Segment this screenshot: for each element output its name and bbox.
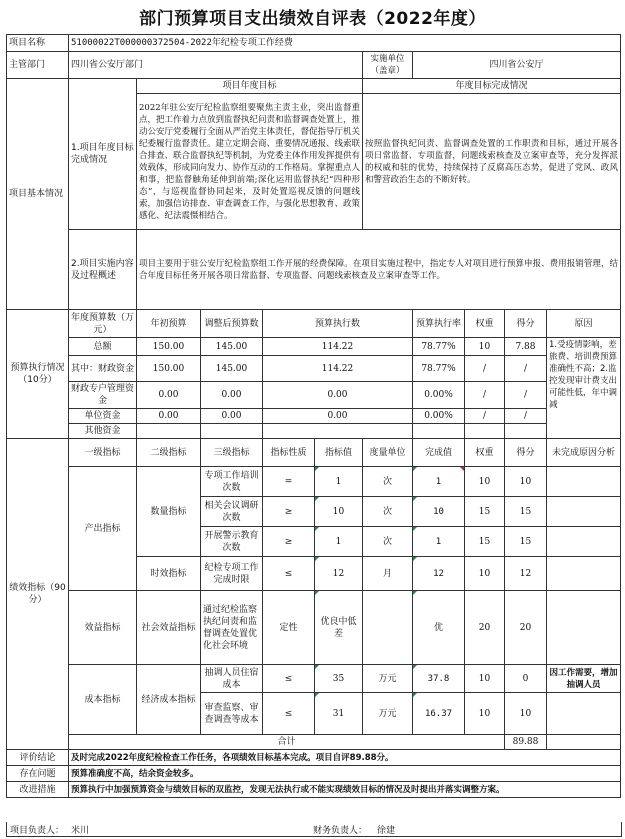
dept-label: 主管部门 [7, 52, 69, 79]
finance-lead-label: 财务负责人： [313, 826, 368, 836]
row1-completion: 按照监督执纪问责、监督调查处置的工作职责和目标，通过开展各项日常监督、专项监督，问题线索核查及立案审查等，充分发挥派的权威和驻的优势，持续保持了反腐高压态势，促进了党风、政风和警营政治生态的不断好转。 [363, 94, 621, 230]
perf-unit: 次 [363, 527, 413, 557]
budget-row [7, 356, 621, 382]
budget-initial: 0.00 [137, 409, 201, 424]
budget-header-initial: 年初预算 [137, 310, 201, 338]
budget-header-adjusted: 调整后预算数 [201, 310, 263, 338]
total-label: 合计 [69, 735, 505, 750]
budget-initial: 150.00 [137, 356, 201, 382]
perf-nature: ≤ [263, 557, 315, 591]
group-economic: 经济成本指标 [137, 665, 201, 735]
budget-score: / [505, 409, 547, 424]
budget-rate: 78.77% [413, 338, 465, 356]
perf-unit [363, 591, 413, 665]
perf-score: 0 [505, 665, 547, 693]
budget-row-label: 其他资金 [69, 424, 137, 439]
perf-value: 10 [315, 497, 363, 527]
perf-value: 1 [315, 527, 363, 557]
dept-value: 四川省公安厅部门 [69, 52, 363, 79]
perf-reason: 因工作需要，增加抽调人员 [547, 665, 621, 693]
budget-executed [263, 424, 413, 439]
measure-text: 预算执行中加强预算资金与绩效目标的双监控，发现无法执行或不能实现绩效目标的情况及时提出并落实调整方案。 [69, 782, 621, 798]
perf-level3: 抽调人员住宿成本 [201, 665, 263, 693]
page-title: 部门预算项目支出绩效自评表（2022年度） [139, 9, 486, 29]
perf-header-reason: 未完成原因分析 [547, 439, 621, 467]
perf-reason [547, 467, 621, 497]
budget-weight: / [465, 409, 505, 424]
budget-reason: 1.受疫情影响，差旅费、培训费预算准确性不高；2.监控发现审计费支出可能性低，年中调减 [547, 338, 621, 439]
perf-nature: ≤ [263, 693, 315, 735]
budget-score: / [505, 356, 547, 382]
perf-score: 12 [505, 557, 547, 591]
issue-text: 预算准确度不高，结余资金较多。 [69, 766, 621, 782]
row1-goal: 2022年驻公安厅纪检监察组要聚焦主责主业，突出监督重点，把工作着力点放到监督执纪问责和监督调查处置上，推动公安厅党委履行全面从严治党主体责任，督促指导厅机关纪委履行监督责任。建立定期会商、重要情况通报、线索联合排查、联合监督执纪等机制，为党委主体作用发挥提供有效载体，形成同向发力、协作互动的工作格局。掌握重点人和事，把监督触角延伸到前端;深化运用监督执纪“四种形态”，与巡视监督协同起来，及时处置巡视反馈的问题线索，加强信访排查、审查调查工作，与强化思想教育、政策感化、纪法震慑相结合。 [137, 94, 363, 230]
perf-header-score: 得分 [505, 439, 547, 467]
group-cost: 成本指标 [69, 665, 137, 735]
budget-row-label: 总额 [69, 338, 137, 356]
perf-value: 1 [315, 467, 363, 497]
budget-header-weight: 权重 [465, 310, 505, 338]
perf-row [7, 467, 621, 497]
perf-value: 35 [315, 665, 363, 693]
budget-rate: 0.00% [413, 409, 465, 424]
perf-reason [547, 557, 621, 591]
budget-rate: 0.00% [413, 382, 465, 409]
project-name-label: 项目名称 [7, 35, 69, 52]
basic-section-label: 项目基本情况 [7, 79, 69, 310]
budget-weight: 10 [465, 338, 505, 356]
perf-weight: 10 [465, 467, 505, 497]
budget-adjusted: 145.00 [201, 356, 263, 382]
budget-adjusted: 0.00 [201, 382, 263, 409]
group-timeliness: 时效指标 [137, 557, 201, 591]
perf-row [7, 665, 621, 693]
perf-completion: 10 [413, 497, 465, 527]
perf-score: 10 [505, 467, 547, 497]
perf-weight: 15 [465, 497, 505, 527]
perf-value: 12 [315, 557, 363, 591]
budget-executed: 0.00 [263, 382, 413, 409]
perf-level3: 专项工作培训次数 [201, 467, 263, 497]
perf-unit: 次 [363, 467, 413, 497]
performance-section-label: 绩效指标（90分） [7, 439, 69, 750]
budget-initial [137, 424, 201, 439]
budget-executed: 0.00 [263, 409, 413, 424]
perf-level3: 纪检专项工作完成时限 [201, 557, 263, 591]
budget-row-label: 其中：财政资金 [69, 356, 137, 382]
perf-nature: ≤ [263, 665, 315, 693]
perf-weight: 15 [465, 527, 505, 557]
perf-reason [547, 591, 621, 665]
budget-header-annual: 年度预算数（万元） [69, 310, 137, 338]
signature-row [6, 822, 622, 837]
eval-label: 评价结论 [7, 750, 69, 766]
project-lead-label: 项目负责人： [10, 826, 65, 836]
perf-header-completion: 完成值 [413, 439, 465, 467]
perf-unit: 万元 [363, 693, 413, 735]
total-empty [547, 735, 621, 750]
perf-reason [547, 497, 621, 527]
budget-row [7, 382, 621, 409]
perf-completion: 12 [413, 557, 465, 591]
budget-weight [465, 424, 505, 439]
perf-header-nature: 指标性质 [263, 439, 315, 467]
perf-nature: 定性 [263, 591, 315, 665]
perf-reason [547, 527, 621, 557]
budget-header-reason: 原因 [547, 310, 621, 338]
perf-unit: 月 [363, 557, 413, 591]
perf-level3: 相关会议调研次数 [201, 497, 263, 527]
perf-score: 20 [505, 591, 547, 665]
perf-row [7, 591, 621, 665]
project-lead-name: 米川 [71, 826, 90, 836]
budget-weight: / [465, 382, 505, 409]
budget-row-label: 单位资金 [69, 409, 137, 424]
budget-header-score: 得分 [505, 310, 547, 338]
perf-value: 优良中低差 [315, 591, 363, 665]
perf-score: 15 [505, 497, 547, 527]
perf-header-value: 指标值 [315, 439, 363, 467]
budget-row [7, 338, 621, 356]
perf-level3: 通过纪检监察执纪问责和监督调查处置优化社会环境 [201, 591, 263, 665]
perf-header-unit: 度量单位 [363, 439, 413, 467]
impl-unit-value: 四川省公安厅 [413, 52, 621, 79]
budget-initial: 150.00 [137, 338, 201, 356]
row1-label-text: 1.项目年度目标完成情况 [71, 143, 134, 165]
budget-initial: 0.00 [137, 382, 201, 409]
budget-weight: / [465, 356, 505, 382]
perf-header-weight: 权重 [465, 439, 505, 467]
completion-header: 年度目标完成情况 [363, 79, 621, 94]
row2-label: 2.项目实施内容及过程概述 [69, 230, 137, 310]
perf-weight: 10 [465, 665, 505, 693]
evaluation-table [6, 34, 621, 798]
perf-reason [547, 693, 621, 735]
budget-adjusted: 145.00 [201, 338, 263, 356]
issue-label: 存在问题 [7, 766, 69, 782]
perf-nature: = [263, 467, 315, 497]
budget-row [7, 424, 621, 439]
budget-rate: 78.77% [413, 356, 465, 382]
budget-adjusted: 0.00 [201, 409, 263, 424]
budget-header-executed: 预算执行数 [263, 310, 413, 338]
budget-section-label: 预算执行情况（10分） [7, 310, 69, 439]
measure-label: 改进措施 [7, 782, 69, 798]
perf-completion: 37.8 [413, 665, 465, 693]
group-output: 产出指标 [69, 467, 137, 591]
project-name-value: 51000022T000000372504-2022年纪检专项工作经费 [69, 35, 621, 52]
perf-weight: 10 [465, 693, 505, 735]
perf-nature: ≥ [263, 527, 315, 557]
perf-unit: 万元 [363, 665, 413, 693]
budget-executed: 114.22 [263, 356, 413, 382]
perf-header-level1: 一级指标 [69, 439, 137, 467]
perf-completion: 16.37 [413, 693, 465, 735]
perf-completion: 优 [413, 591, 465, 665]
perf-value: 31 [315, 693, 363, 735]
finance-lead-name: 徐建 [377, 826, 396, 836]
row2-content: 项目主要用于驻公安厅纪检监察组工作开展的经费保障。在项目实施过程中，指定专人对项目进行预算申报、费用报销管理，结合年度目标任务开展各项日常监督、专项监督、问题线索核查及立案审查等工作。 [137, 230, 621, 310]
budget-adjusted [201, 424, 263, 439]
perf-unit: 次 [363, 497, 413, 527]
perf-score: 10 [505, 693, 547, 735]
group-quantity: 数量指标 [137, 467, 201, 557]
budget-executed: 114.22 [263, 338, 413, 356]
total-score: 89.88 [505, 735, 547, 750]
group-benefit: 效益指标 [69, 591, 137, 665]
perf-completion: 1 [413, 527, 465, 557]
perf-weight: 10 [465, 557, 505, 591]
perf-weight: 20 [465, 591, 505, 665]
perf-header-level3: 三级指标 [201, 439, 263, 467]
perf-completion: 1 [413, 467, 465, 497]
impl-unit-label: 实施单位 （盖章） [363, 52, 413, 79]
budget-score: 7.88 [505, 338, 547, 356]
goal-header: 项目年度目标 [137, 79, 363, 94]
budget-score: / [505, 382, 547, 409]
row1-label [69, 79, 137, 230]
perf-level3: 开展警示教育次数 [201, 527, 263, 557]
budget-header-rate: 预算执行率 [413, 310, 465, 338]
budget-rate [413, 424, 465, 439]
budget-row [7, 409, 621, 424]
perf-nature: ≥ [263, 497, 315, 527]
perf-score: 15 [505, 527, 547, 557]
group-social: 社会效益指标 [137, 591, 201, 665]
budget-score [505, 424, 547, 439]
eval-text: 及时完成2022年度纪检检查工作任务，各项绩效目标基本完成。项目自评89.88分。 [69, 750, 621, 766]
budget-row-label: 财政专户管理资金 [69, 382, 137, 409]
perf-level3: 审查监察、审查调查等成本 [201, 693, 263, 735]
perf-header-level2: 二级指标 [137, 439, 201, 467]
